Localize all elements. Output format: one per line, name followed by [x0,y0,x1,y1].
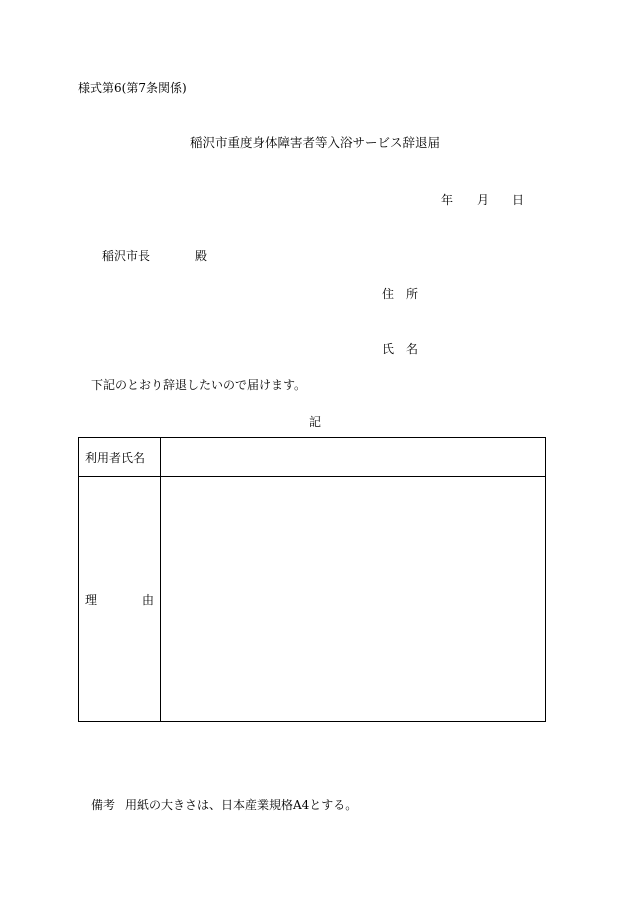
reason-label-left: 理 [85,592,98,607]
form-number: 様式第6(第7条関係) [78,81,187,95]
date-month-label: 月 [477,193,490,207]
reason-label-right: 由 [141,592,154,607]
user-name-label-cell [79,438,161,477]
intro-text: 下記のとおり辞退したいので届けます。 [91,378,307,392]
table-row-user-name [79,438,546,477]
document-title: 稲沢市重度身体障害者等入浴サービス辞退届 [189,135,440,150]
table-row-reason [79,477,546,722]
user-name-label: 利用者氏名 [85,450,146,465]
reason-value-cell[interactable] [161,477,546,722]
reason-label-cell [79,477,161,722]
date-day-label: 日 [512,193,525,207]
reason-label [85,591,160,608]
date-year-label: 年 [441,193,454,207]
applicant-name-label: 氏名 [382,342,431,356]
addressee-name: 稲沢市長 [102,249,151,263]
note-text: 用紙の大きさは、日本産業規格A4とする。 [125,798,358,812]
note-label: 備考 [91,798,116,812]
user-name-value-cell[interactable] [161,438,546,477]
details-table [78,437,546,722]
addressee-honorific: 殿 [195,249,208,263]
ki-heading: 記 [308,415,321,429]
applicant-address-label: 住所 [382,287,431,301]
